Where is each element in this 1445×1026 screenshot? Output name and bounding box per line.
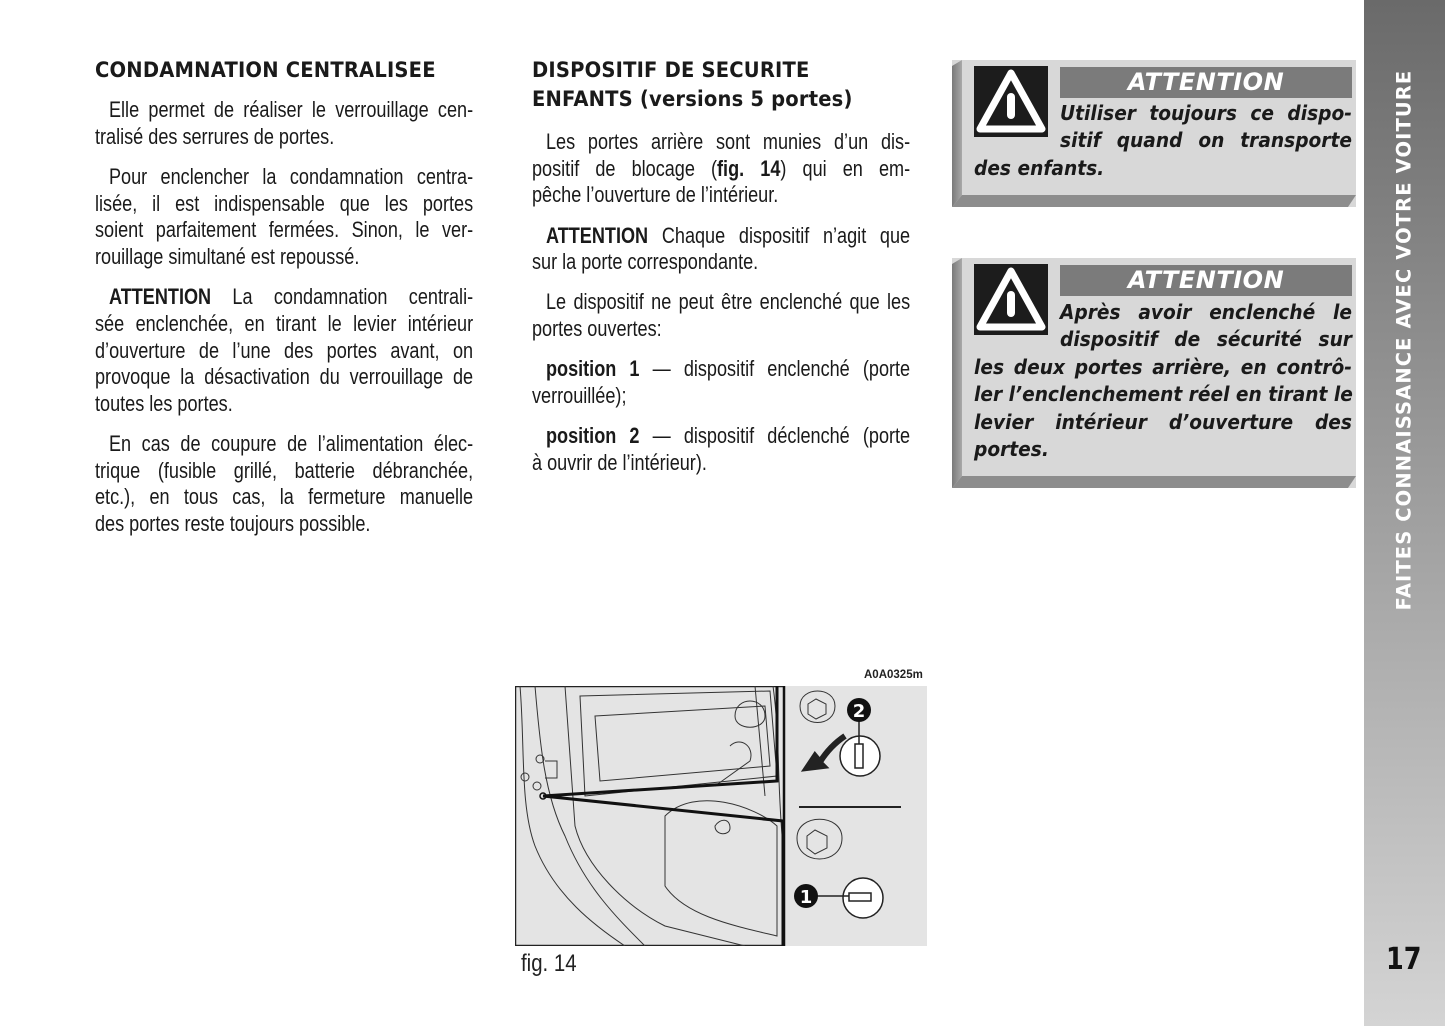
text: verrouillée); bbox=[532, 383, 627, 408]
paragraph bbox=[95, 164, 473, 271]
bold-text: position 1 bbox=[545, 356, 640, 382]
text-line bbox=[532, 316, 910, 343]
column-child-safety bbox=[532, 56, 910, 477]
text-line bbox=[532, 450, 910, 477]
text-line bbox=[532, 423, 910, 450]
callout-1-label: 1 bbox=[799, 887, 813, 908]
text-line bbox=[532, 223, 910, 250]
text-line bbox=[95, 484, 473, 511]
attention-line: levier intérieur d’ouverture des bbox=[974, 409, 1352, 434]
text-line bbox=[95, 97, 473, 124]
text: En cas de coupure de l’alimentation élec- bbox=[108, 431, 474, 457]
page-number: 17 bbox=[1386, 942, 1422, 977]
text: etc.), en tous cas, la fermeture manuelle bbox=[95, 484, 474, 510]
paragraph bbox=[95, 97, 473, 150]
heading-child-safety-line1: DISPOSITIF DE SECURITE bbox=[532, 58, 810, 82]
text-line bbox=[95, 311, 473, 338]
text-line bbox=[95, 191, 473, 218]
text-line bbox=[95, 511, 473, 538]
text-line bbox=[532, 289, 910, 316]
text: toutes les portes. bbox=[95, 390, 233, 416]
warning-triangle-icon bbox=[974, 66, 1048, 137]
text: pêche l’ouverture de l’intérieur. bbox=[532, 182, 779, 208]
text-line bbox=[532, 129, 910, 156]
attention-title: ATTENTION bbox=[1060, 67, 1352, 98]
text: sur la porte correspondante. bbox=[532, 249, 759, 275]
box-bevel bbox=[952, 195, 1356, 207]
text: des portes reste toujours possible. bbox=[95, 511, 371, 537]
box-bevel bbox=[952, 60, 962, 207]
figure-door-child-lock bbox=[515, 686, 927, 946]
bold-text: ATTENTION bbox=[545, 222, 649, 248]
text: Elle permet de réaliser le verrouillage cen- bbox=[108, 97, 474, 122]
attention-text bbox=[974, 100, 1352, 182]
callout-2-label: 2 bbox=[852, 701, 866, 722]
section-title: FAITES CONNAISSANCE AVEC VOTRE VOITURE bbox=[1392, 69, 1416, 611]
text: positif de blocage ( bbox=[532, 155, 718, 181]
text: sée enclenchée, en tirant le levier intérieur bbox=[95, 310, 474, 336]
text-line bbox=[95, 338, 473, 365]
attention-line: Après avoir enclenché le bbox=[1060, 300, 1352, 324]
heading-child-safety-line2: ENFANTS (versions 5 portes) bbox=[532, 87, 853, 111]
text-line bbox=[95, 164, 473, 191]
text-line bbox=[95, 124, 473, 151]
box-bevel bbox=[952, 258, 962, 488]
text: ) qui en em- bbox=[780, 155, 911, 181]
text-line bbox=[532, 156, 910, 183]
text: Chaque dispositif n’agit que bbox=[648, 222, 911, 248]
attention-line: portes. bbox=[974, 437, 1049, 462]
text: Le dispositif ne peut être enclenché que les bbox=[545, 289, 911, 315]
text-line bbox=[95, 244, 473, 271]
text: Les portes arrière sont munies d’un dis- bbox=[545, 129, 911, 154]
attention-line: Utiliser toujours ce dispo- bbox=[1060, 101, 1352, 125]
paragraph bbox=[532, 289, 910, 342]
text: soient parfaitement fermées. Sinon, le ver- bbox=[95, 217, 474, 243]
text: Pour enclencher la condamnation centra- bbox=[108, 163, 474, 189]
text-line bbox=[95, 391, 473, 418]
attention-line: des enfants. bbox=[974, 155, 1105, 180]
text: d’ouverture de l’une des portes avant, on bbox=[95, 337, 474, 363]
paragraph bbox=[532, 356, 910, 409]
text-line bbox=[95, 458, 473, 485]
bold-text: ATTENTION bbox=[108, 284, 212, 310]
text: lisée, il est indispensable que les portes bbox=[95, 190, 474, 216]
text: portes ouvertes: bbox=[532, 316, 662, 342]
text: tralisé des serrures de portes. bbox=[95, 123, 335, 149]
paragraph bbox=[532, 223, 910, 276]
text: trique (fusible grillé, batterie débranchée, bbox=[95, 457, 474, 483]
text-line bbox=[532, 182, 910, 209]
text-line bbox=[532, 383, 910, 410]
text-line bbox=[95, 284, 473, 311]
text-line bbox=[95, 364, 473, 391]
attention-line: ler l’enclenchement réel en tirant le bbox=[974, 382, 1353, 407]
text-line bbox=[95, 217, 473, 244]
paragraph bbox=[95, 431, 473, 538]
attention-box-1 bbox=[952, 60, 1356, 207]
text: rouillage simultané est repoussé. bbox=[95, 243, 360, 269]
attention-title: ATTENTION bbox=[1060, 265, 1352, 296]
figure-code: A0A0325m bbox=[864, 669, 923, 681]
figure-caption: fig. 14 bbox=[521, 950, 577, 977]
text: à ouvrir de l’intérieur). bbox=[532, 449, 707, 475]
attention-text bbox=[974, 299, 1352, 463]
text: — dispositif enclenché (porte bbox=[639, 356, 911, 382]
central-locking-body bbox=[95, 97, 473, 538]
text-line bbox=[532, 249, 910, 276]
attention-line: les deux portes arrière, en contrô- bbox=[974, 354, 1352, 379]
text-line bbox=[532, 356, 910, 383]
box-bevel bbox=[952, 476, 1356, 488]
paragraph bbox=[95, 284, 473, 417]
attention-line: sitif quand on transporte bbox=[1060, 128, 1352, 153]
bold-text: position 2 bbox=[545, 423, 640, 449]
heading-central-locking: CONDAMNATION CENTRALISEE bbox=[95, 58, 436, 82]
text: La condamnation centrali- bbox=[211, 284, 474, 310]
text: — dispositif déclenché (porte bbox=[639, 423, 911, 449]
text-line bbox=[95, 431, 473, 458]
bold-text: fig. 14 bbox=[717, 155, 781, 181]
attention-line: dispositif de sécurité sur bbox=[1060, 327, 1352, 352]
paragraph bbox=[532, 423, 910, 476]
child-safety-body bbox=[532, 129, 910, 477]
attention-box-2 bbox=[952, 258, 1356, 488]
text: provoque la désactivation du verrouillage de bbox=[95, 364, 474, 390]
paragraph bbox=[532, 129, 910, 209]
column-central-locking bbox=[95, 56, 473, 538]
